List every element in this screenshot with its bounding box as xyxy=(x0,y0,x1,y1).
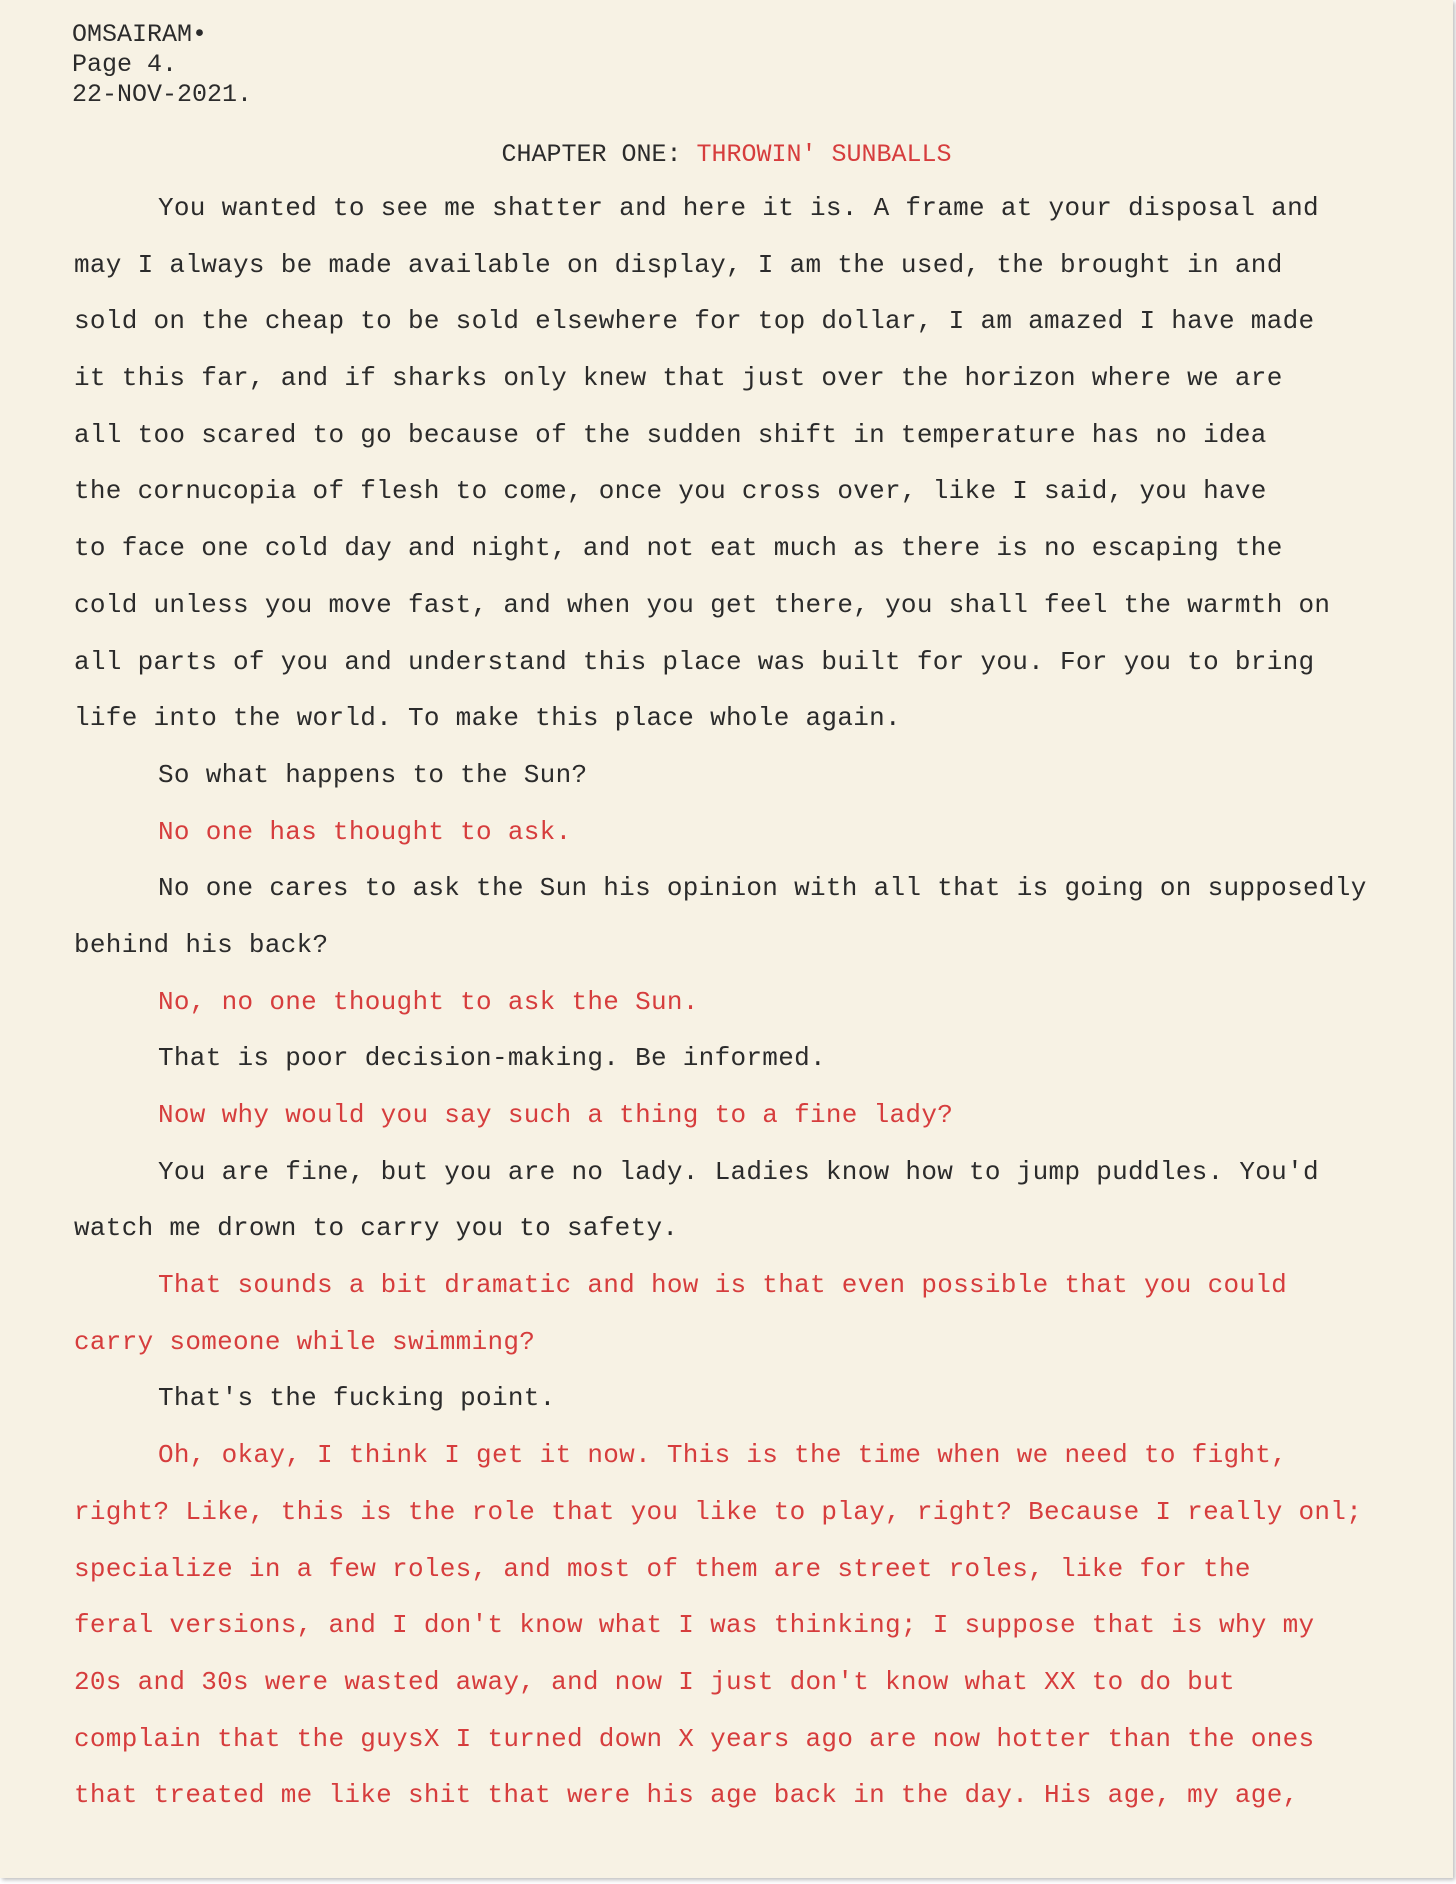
text-line: it this far, and if sharks only knew that just over the horizon where we are xyxy=(74,363,1283,394)
text-line: Now why would you say such a thing to a fine lady? xyxy=(158,1100,954,1130)
header-page-number: Page 4. xyxy=(72,50,178,79)
text-line: No one has thought to ask. xyxy=(158,816,572,847)
text-line: the cornucopia of flesh to come, once you cross over, like I said, you have xyxy=(74,476,1267,507)
text-line: No one cares to ask the Sun his opinion with all that is going on supposedly xyxy=(158,873,1367,904)
text-line: You are fine, but you are no lady. Ladies know how to jump puddles. You'd xyxy=(158,1156,1319,1187)
chapter-title-highlight: THROWIN' SUNBALLS xyxy=(696,140,952,169)
text-line: watch me drown to carry you to safety. xyxy=(74,1213,679,1244)
text-line: You wanted to see me shatter and here it is. A frame at your disposal and xyxy=(158,193,1319,223)
text-line: feral versions, and I don't know what I was thinking; I suppose that is why my xyxy=(74,1610,1315,1641)
text-line: cold unless you move fast, and when you get there, you shall feel the warmth on xyxy=(74,589,1331,620)
text-line: may I always be made available on display, I am the used, the brought in and xyxy=(74,249,1283,280)
text-line: life into the world. To make this place whole again. xyxy=(74,703,901,734)
text-line: So what happens to the Sun? xyxy=(158,759,588,790)
chapter-title xyxy=(0,140,1453,169)
text-line: carry someone while swimming? xyxy=(74,1326,536,1357)
page-header xyxy=(72,20,252,110)
body-text xyxy=(74,193,1453,1837)
text-line: behind his back? xyxy=(74,929,329,960)
text-line: specialize in a few roles, and most of them are street roles, like for the xyxy=(74,1553,1251,1584)
text-line: all parts of you and understand this place was built for you. For you to bring xyxy=(74,646,1315,677)
text-line: complain that the guysX I turned down X years ago are now hotter than the ones xyxy=(74,1723,1315,1754)
text-line: No, no one thought to ask the Sun. xyxy=(158,986,699,1017)
text-line: that treated me like shit that were his age back in the day. His age, my age, xyxy=(74,1780,1299,1811)
text-line: to face one cold day and night, and not eat much as there is no escaping the xyxy=(74,533,1283,564)
header-line-1: OMSAIRAM• xyxy=(72,20,208,49)
text-line: all too scared to go because of the sudden shift in temperature has no idea xyxy=(74,419,1267,450)
chapter-title-prefix: CHAPTER ONE: xyxy=(501,140,697,169)
text-line: 20s and 30s were wasted away, and now I just don't know what XX to do but xyxy=(74,1666,1235,1697)
text-line: That's the fucking point. xyxy=(158,1383,556,1414)
text-line: sold on the cheap to be sold elsewhere for top dollar, I am amazed I have made xyxy=(74,306,1315,337)
text-line: That sounds a bit dramatic and how is that even possible that you could xyxy=(158,1270,1288,1301)
text-line: That is poor decision-making. Be informed. xyxy=(158,1043,826,1074)
header-date: 22-NOV-2021. xyxy=(72,80,253,109)
text-line: right? Like, this is the role that you like to play, right? Because I really onl; xyxy=(74,1496,1363,1527)
text-line: Oh, okay, I think I get it now. This is the time when we need to fight, xyxy=(158,1440,1288,1471)
